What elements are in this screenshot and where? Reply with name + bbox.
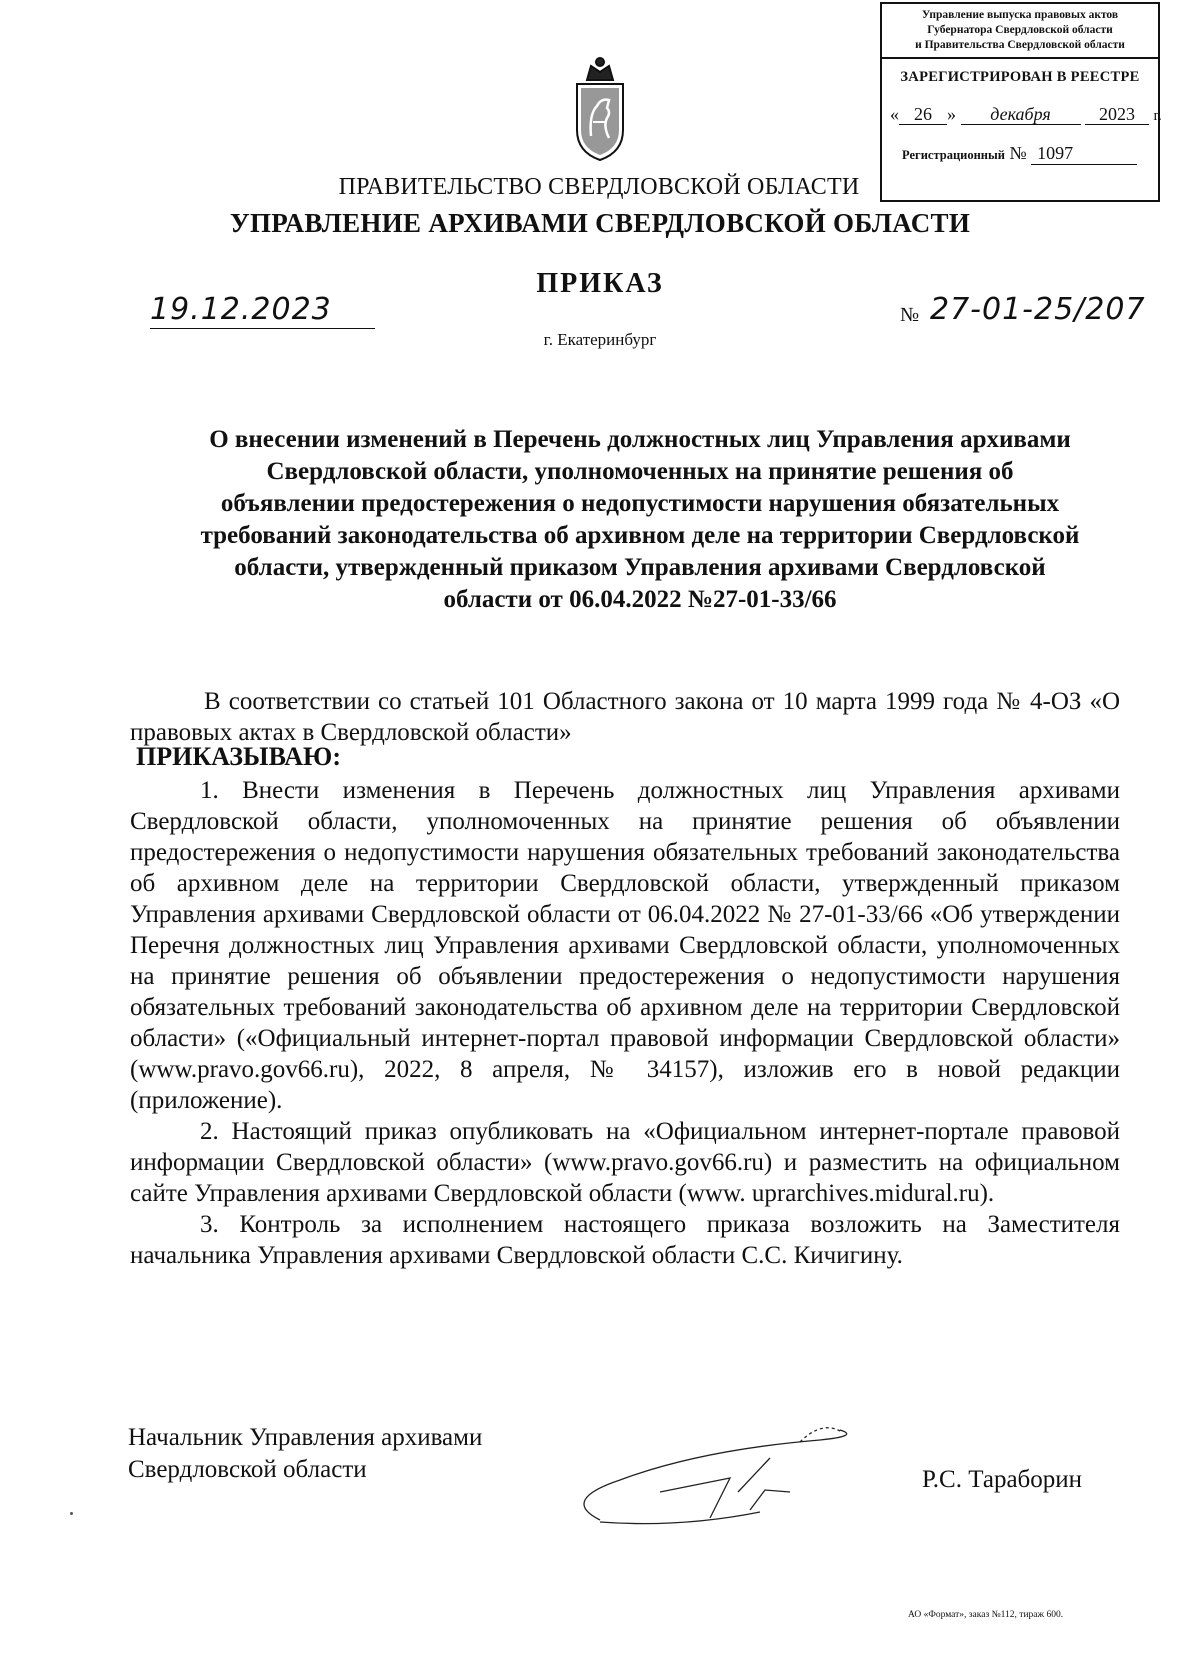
stamp-header-line: Управление выпуска правовых актов	[921, 9, 1119, 21]
stamp-year: 2023	[1085, 104, 1149, 125]
stamp-number-value: 1097	[1031, 143, 1137, 165]
title-line: области от 06.04.2022 №27-01-33/66	[443, 586, 837, 613]
order-number-label: №	[900, 304, 920, 326]
order-word: ПРИКАЗЫВАЮ:	[136, 742, 341, 771]
order-item: 1. Внести изменения в Перечень должностных лиц Управления архивами Свердловской области, уполномоченных на принятие решения об объявлении предостережения о недопустимости нарушения обязательных требований законодательства об архивном деле на территории Свердловской области, утвержденный приказом Управления архивами Свердловской области от 06.04.2022 № 27-01-33/66 «Об утверждении Перечня должностных лиц Управления архивами Свердловской области, уполномоченных на принятие решения об объявлении предостережения о недопустимости нарушения обязательных требований законодательства об архивном деле на территории Свердловской области» («Официальный интернет-портал правовой информации Свердловской области» (www.pravo.gov66.ru), 2022, 8 апреля, № 34157), изложив его в новой редакции (приложение).	[130, 777, 1120, 1114]
preamble-paragraph: В соответствии со статьей 101 Областного закона от 10 марта 1999 года № 4-ОЗ «О правовых актах в Свердловской области»	[130, 688, 1120, 746]
stamp-quote-close: »	[947, 104, 956, 124]
title-line: области, утвержденный приказом Управления архивами Свердловской	[234, 554, 1046, 581]
stamp-header	[882, 4, 1158, 59]
government-heading-text: ПРАВИТЕЛЬСТВО СВЕРДЛОВСКОЙ ОБЛАСТИ	[338, 174, 860, 200]
document-title	[140, 424, 1140, 616]
print-info: АО «Формат», заказ №112, тираж 600.	[908, 1610, 1064, 1620]
registry-stamp	[880, 2, 1160, 202]
document-type: ПРИКАЗ	[536, 268, 664, 299]
stamp-day: 26	[899, 104, 947, 125]
stamp-date	[882, 104, 1162, 125]
stamp-registered-label: ЗАРЕГИСТРИРОВАН В РЕЕСТРЕ	[900, 69, 1140, 85]
signatory-name: Р.С. Тараборин	[922, 1466, 1083, 1493]
title-line: О внесении изменений в Перечень должностных лиц Управления архивами	[209, 426, 1071, 453]
order-items	[130, 775, 1120, 1271]
stamp-no-sign: №	[1009, 143, 1027, 163]
handwritten-date-text: 19.12.2023	[150, 292, 332, 327]
handwritten-signature-icon	[560, 1400, 900, 1540]
stamp-quote-open: «	[890, 104, 899, 124]
signatory-position	[128, 1422, 482, 1486]
scan-speck	[70, 1512, 73, 1515]
handwritten-date	[150, 292, 370, 327]
order-item: 3. Контроль за исполнением настоящего приказа возложить на Заместителя начальника Управления архивами Свердловской области С.С. Кичигину.	[130, 1211, 1120, 1269]
stamp-header-line: и Правительства Свердловской области	[915, 39, 1125, 51]
stamp-year-suffix: г.	[1153, 108, 1162, 124]
title-line: Свердловской области, уполномоченных на принятие решения об	[266, 458, 1014, 485]
stamp-header-line: Губернатора Свердловской области	[927, 24, 1113, 36]
coat-of-arms-icon	[565, 52, 635, 164]
government-heading	[0, 174, 1200, 201]
city: г. Екатеринбург	[543, 330, 657, 349]
stamp-month: декабря	[961, 104, 1081, 125]
department-heading: УПРАВЛЕНИЕ АРХИВАМИ СВЕРДЛОВСКОЙ ОБЛАСТИ	[229, 208, 971, 238]
order-item: 2. Настоящий приказ опубликовать на «Официальном интернет-портале правовой информации Свердловской области» (www.pravo.gov66.ru) и разместить на официальном сайте Управления архивами Свердловской области (www. uprarchives.midural.ru).	[130, 1118, 1120, 1207]
title-line: требований законодательства об архивном деле на территории Свердловской	[200, 522, 1080, 549]
title-line: объявлении предостережения о недопустимости нарушения обязательных	[220, 490, 1060, 517]
order-number-value: 27-01-25/207	[930, 292, 1146, 327]
position-line: Свердловской области	[128, 1456, 367, 1483]
position-line: Начальник Управления архивами	[128, 1424, 483, 1451]
date-underline	[150, 328, 375, 329]
stamp-reg-label: Регистрационный	[902, 148, 1005, 162]
stamp-reg-number	[882, 143, 1158, 165]
